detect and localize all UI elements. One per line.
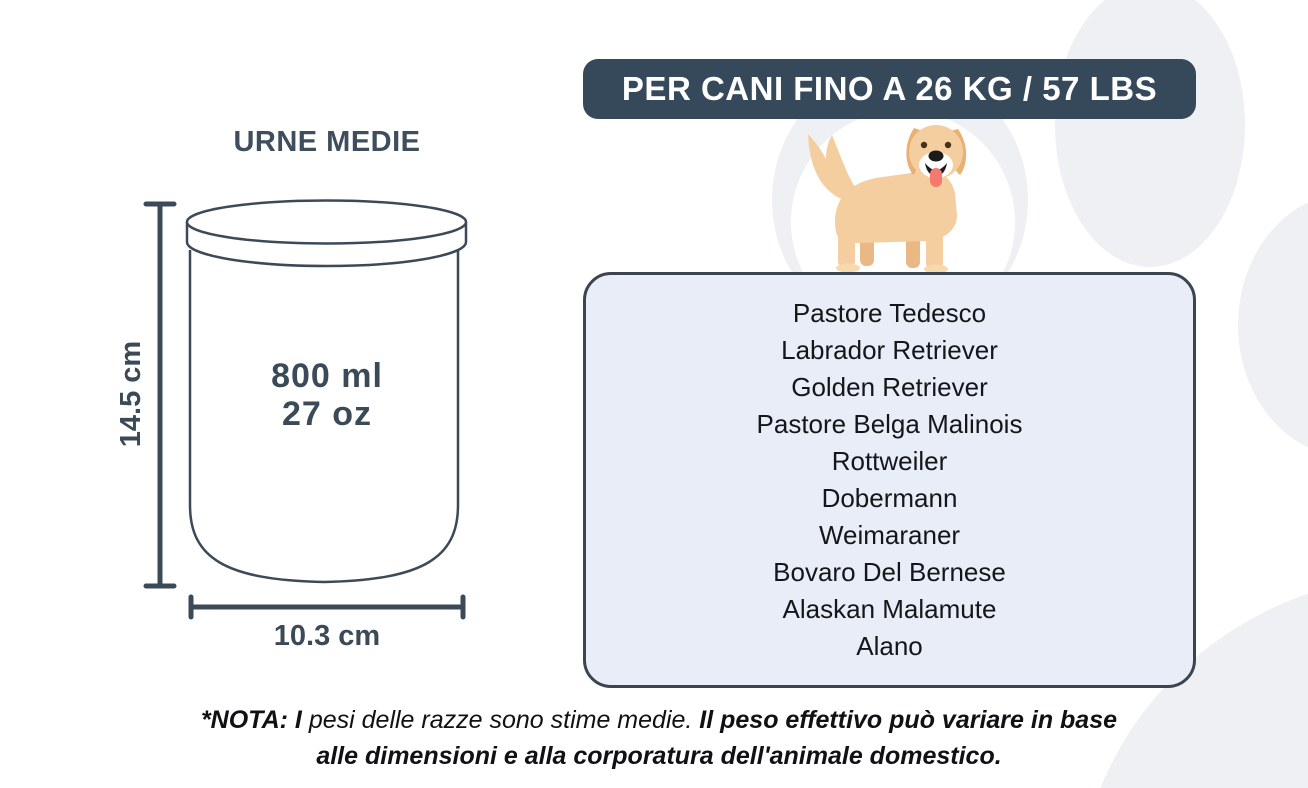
weight-limit-badge-text: PER CANI FINO A 26 KG / 57 LBS — [621, 70, 1158, 107]
breed-item: Pastore Tedesco — [792, 298, 987, 328]
golden-retriever-icon — [798, 116, 983, 272]
urn-capacity-label — [227, 357, 427, 433]
urn-size-title: URNE MEDIE — [233, 126, 421, 158]
footnote-bold-start: *NOTA: I — [200, 706, 309, 734]
breed-item: Pastore Belga Malinois — [756, 409, 1023, 439]
breed-item: Alano — [856, 631, 923, 661]
urn-diameter-label: 10.3 cm — [273, 620, 381, 652]
breed-item: Dobermann — [821, 483, 958, 513]
capacity-oz: 27 oz — [281, 395, 373, 433]
breed-item: Bovaro Del Bernese — [773, 557, 1006, 587]
urn-height-label: 14.5 cm — [115, 340, 147, 448]
footnote-line2-bold: alle dimensioni e alla corporatura dell'animale domestico. — [316, 742, 1002, 770]
breed-item: Golden Retriever — [791, 372, 988, 402]
breed-item: Alaskan Malamute — [782, 594, 997, 624]
breed-item: Weimaraner — [818, 520, 961, 550]
footnote-line1 — [154, 702, 1164, 738]
footnote-bold-end: Il peso effettivo può variare in base — [699, 706, 1118, 734]
footnote-regular: pesi delle razze sono stime medie. — [308, 706, 700, 734]
breed-item: Labrador Retriever — [781, 335, 998, 365]
footnote — [154, 702, 1164, 774]
breed-item: Rottweiler — [831, 446, 948, 476]
breeds-list-box — [583, 272, 1196, 688]
footnote-line2 — [154, 738, 1164, 774]
capacity-ml: 800 ml — [271, 357, 383, 395]
weight-limit-badge — [583, 59, 1196, 119]
